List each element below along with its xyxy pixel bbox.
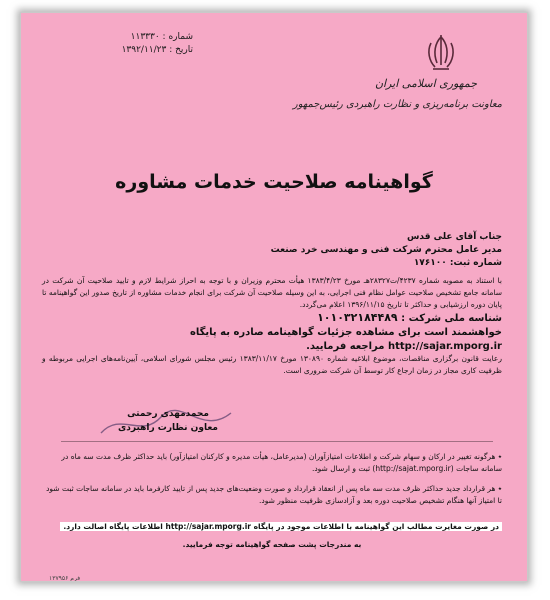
organization-line: معاونت برنامه‌ریزی و نظارت راهبردی رئیس‌جمهور (292, 99, 502, 110)
body-paragraph-1: با استناد به مصوبه شماره ۴۲۳۷/ت۲۸۳۲۷هـ مورخ ۱۳۸۳/۴/۲۳ هیأت محترم وزیران و با توجه به احراز شرایط لازم و تایید صلاحیت آن شرکت در سامانه جامع تشخیص صلاحیت عوامل نظام فنی اجرایی، به این وسیله صلاحیت آن شرکت برای انجام خدمات مشاوره از تاریخ صدور این گواهینامه تا پایان دوره ارزشیابی و حداکثر تا تاریخ ۱۳۹۶/۱۱/۱۵ اعلام می‌گردد. (42, 276, 502, 309)
addressee-block (62, 231, 502, 270)
national-id-block (42, 311, 502, 354)
footer-note (42, 521, 502, 551)
footer-back-note: به مندرجات پشت صفحه گواهینامه توجه فرمایید. (182, 540, 362, 549)
registration-number: شماره ثبت: ۱۷۶۱۰۰ (413, 258, 502, 268)
signatory-block (93, 407, 243, 435)
notes-divider (61, 441, 493, 442)
note-bullet-1 (42, 451, 502, 475)
footer-warning: در صورت مغایرت مطالب این گواهینامه با اطلاعات موجود در پایگاه http://sajar.mporg.ir اطلاعات پایگاه اصالت دارد. (60, 522, 502, 531)
certificate-page (20, 12, 528, 582)
note-bullet-1-text: هرگونه تغییر در ارکان و سهام شرکت و اطلاعات امتیازآوران (مدیرعامل، هیأت مدیره و کارکنان امتیازآور) باید حداکثر ظرف مدت سه ماه در سامانه ساجات (http://sajat.mporg.ir) ثبت و ارسال شود. (61, 452, 502, 473)
certificate-title: گواهینامه صلاحیت خدمات مشاوره (115, 171, 433, 193)
note-bullet-2-text: هر قرارداد جدید حداکثر ظرف مدت سه ماه پس از انعقاد قرارداد و صورت وضعیت‌های جدید پس از تایید کارفرما باید در سامانه ساجات ثبت شود تا امتیاز آنها هنگام تشخیص صلاحیت دوره بعد و آزادسازی ظرفیت منظور شود. (46, 484, 502, 505)
request-line: خواهشمند است برای مشاهده جزئیات گواهینامه صادره به پایگاه (189, 327, 502, 338)
refer-word: مراجعه فرمایید. (306, 341, 385, 352)
bullet-star-icon: ٭ (497, 452, 502, 461)
body-paragraph-2: رعایت قانون برگزاری مناقصات، موضوع ابلاغیه شماره ۱۳۰۸۹۰ مورخ ۱۳۸۳/۱۱/۱۷ رئیس مجلس شورای اسلامی، آیین‌نامه‌های اجرایی مربوطه و ظرفیت کاری مجاز در زمان ارجاع کار توسط آن شرکت ضروری است. (42, 354, 503, 375)
addressee-position: مدیر عامل محترم شرکت فنی و مهندسی خرد صنعت (270, 245, 502, 255)
form-reference: فرم ۱۳۷۹۵۶ (49, 575, 81, 582)
national-id-label: شناسه ملی شرکت : (401, 313, 502, 324)
letter-meta (43, 31, 193, 57)
signatory-position: معاون نظارت راهبردی (118, 423, 218, 433)
letter-number: شماره : ۱۱۳۳۳۰ (130, 32, 193, 42)
government-line: جمهوری اسلامی ایران (374, 77, 477, 90)
iran-emblem-icon (421, 31, 461, 73)
addressee-name: جناب آقای علی قدس (406, 232, 502, 242)
national-id-value: ۱۰۱۰۳۲۱۸۴۴۸۹ (317, 311, 398, 324)
bullet-star-icon: ٭ (497, 484, 502, 493)
letter-date: تاریخ : ۱۳۹۲/۱۱/۲۳ (121, 45, 193, 55)
sajar-url[interactable]: http://sajar.mporg.ir (387, 341, 502, 352)
signatory-name: محمدمهدی رحمتی (127, 409, 209, 419)
note-bullet-2 (42, 483, 502, 507)
